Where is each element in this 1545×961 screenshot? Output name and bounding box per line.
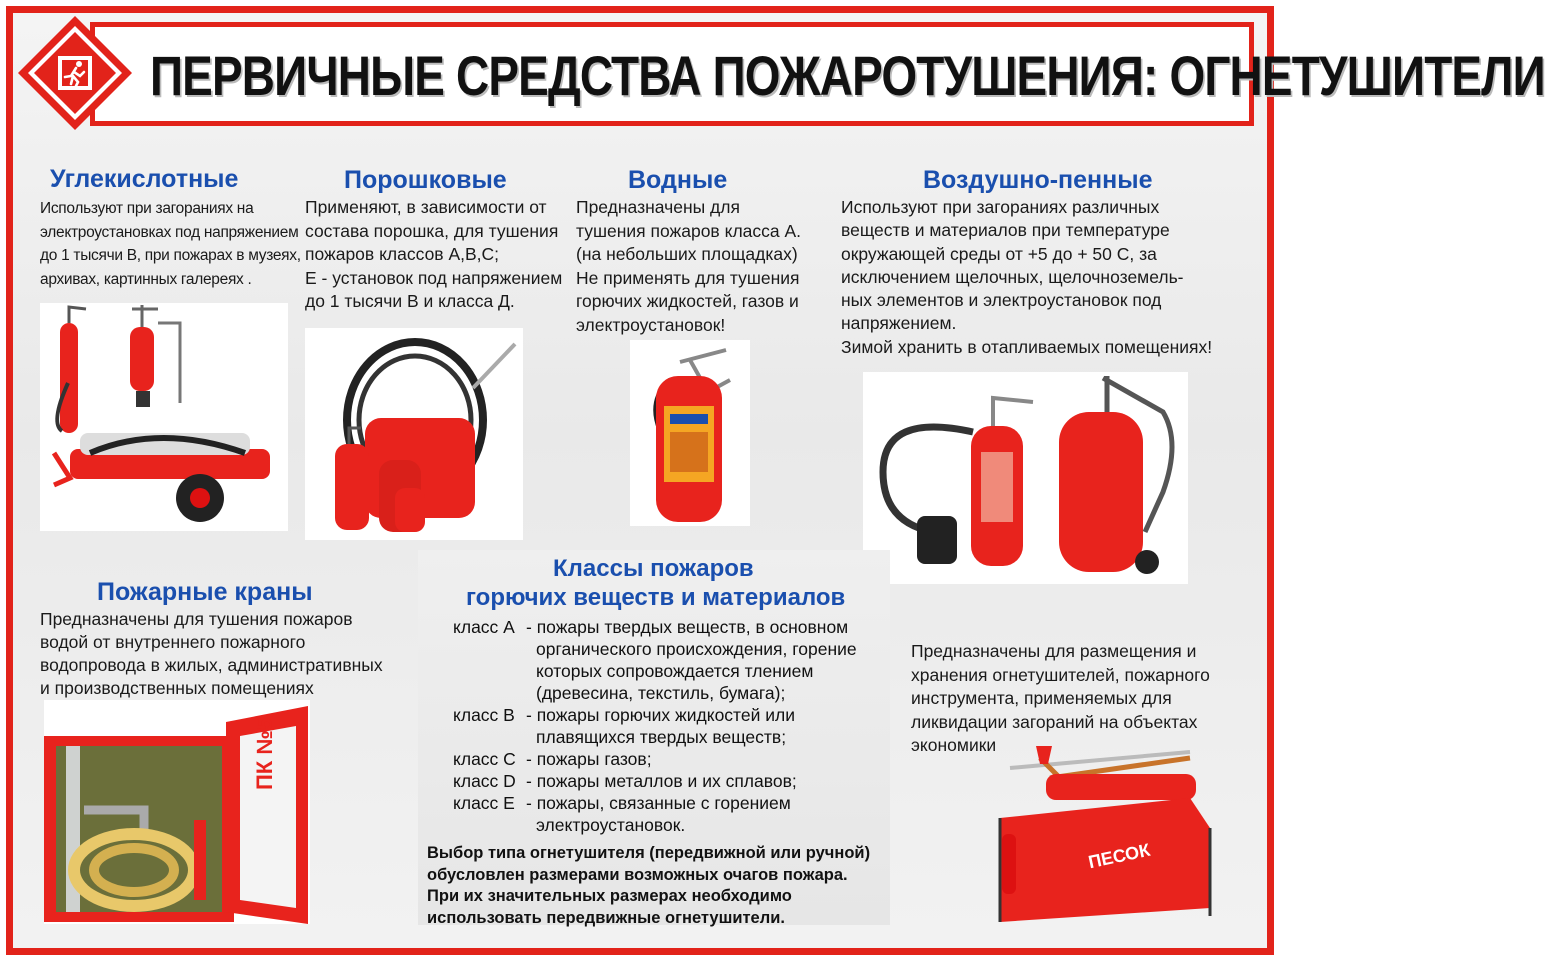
- hydrants-heading: Пожарные краны: [97, 578, 313, 606]
- foam-extinguishers-image: [863, 372, 1188, 584]
- running-man-exit-icon: [16, 14, 134, 132]
- foam-heading: Воздушно-пенные: [923, 166, 1153, 194]
- class-c-label: класс С: [453, 749, 516, 769]
- co2-extinguishers-image: [40, 303, 288, 531]
- sand-box-label: ПЕСОК: [1086, 839, 1152, 873]
- class-e-label: класс Е: [453, 793, 515, 813]
- class-d-text: - пожары металлов и их сплавов;: [526, 771, 797, 791]
- class-b-label: класс В: [453, 705, 515, 725]
- powder-extinguishers-image: [305, 328, 523, 540]
- class-d-label: класс D: [453, 771, 516, 791]
- fire-classes-title-2: горючих веществ и материалов: [466, 584, 846, 611]
- water-extinguisher-image: [630, 340, 750, 526]
- foam-description: Используют при загораниях различных веществ и материалов при температуре окружающей среды от +5 до + 50 С, за исключением щелочных, щелочноземель- ных элементов и электроустановок под напряжением. Зимой хранить в отапливаемых помещениях!: [841, 197, 1213, 357]
- water-heading: Водные: [628, 166, 728, 194]
- fire-boards-description: Предназначены для размещения и хранения огнетушителей, пожарного инструмента, применяемых для ликвидации загораний на объектах экономики: [911, 641, 1210, 755]
- water-description: Предназначены для тушения пожаров класса А. (на небольших площадках) Не применять для тушения горючих жидкостей, газов и электроустановок!: [576, 197, 802, 335]
- co2-description: Используют при загораниях на электроустановках под напряжением до 1 тысячи В, при пожарах в музеях, архивах, картинных галереях .: [40, 200, 301, 288]
- powder-heading: Порошковые: [344, 166, 507, 194]
- fire-board-image: [990, 738, 1212, 924]
- class-e-text: - пожары, связанные с горением электроустановок.: [526, 793, 791, 835]
- class-c-text: - пожары газов;: [526, 749, 652, 769]
- class-b-text: - пожары горючих жидкостей или плавящихся твердых веществ;: [526, 705, 796, 747]
- class-a-text: - пожары твердых веществ, в основном органического происхождения, горение которых сопровождается тлением (древесина, текстиль, бумага);: [526, 617, 857, 703]
- hydrant-cabinet-label: ПК №5: [252, 717, 277, 790]
- co2-heading: Углекислотные: [50, 165, 239, 193]
- class-a-label: класс А: [453, 617, 515, 637]
- page-title: ПЕРВИЧНЫЕ СРЕДСТВА ПОЖАРОТУШЕНИЯ: ОГНЕТУШИТЕЛИ: [150, 44, 1545, 107]
- hydrants-description: Предназначены для тушения пожаров водой от внутреннего пожарного водопровода в жилых, административных и производственных помещениях: [40, 609, 383, 698]
- fire-classes-title-1: Классы пожаров: [553, 555, 754, 582]
- powder-description: Применяют, в зависимости от состава порошка, для тушения пожаров классов А,В,С; Е - установок под напряжением до 1 тысячи В и класса Д.: [305, 197, 563, 311]
- extinguisher-choice-note: Выбор типа огнетушителя (передвижной или ручной) обусловлен размерами возможных очагов пожара. При их значительных размерах необходимо использовать передвижные огнетушители.: [427, 844, 871, 927]
